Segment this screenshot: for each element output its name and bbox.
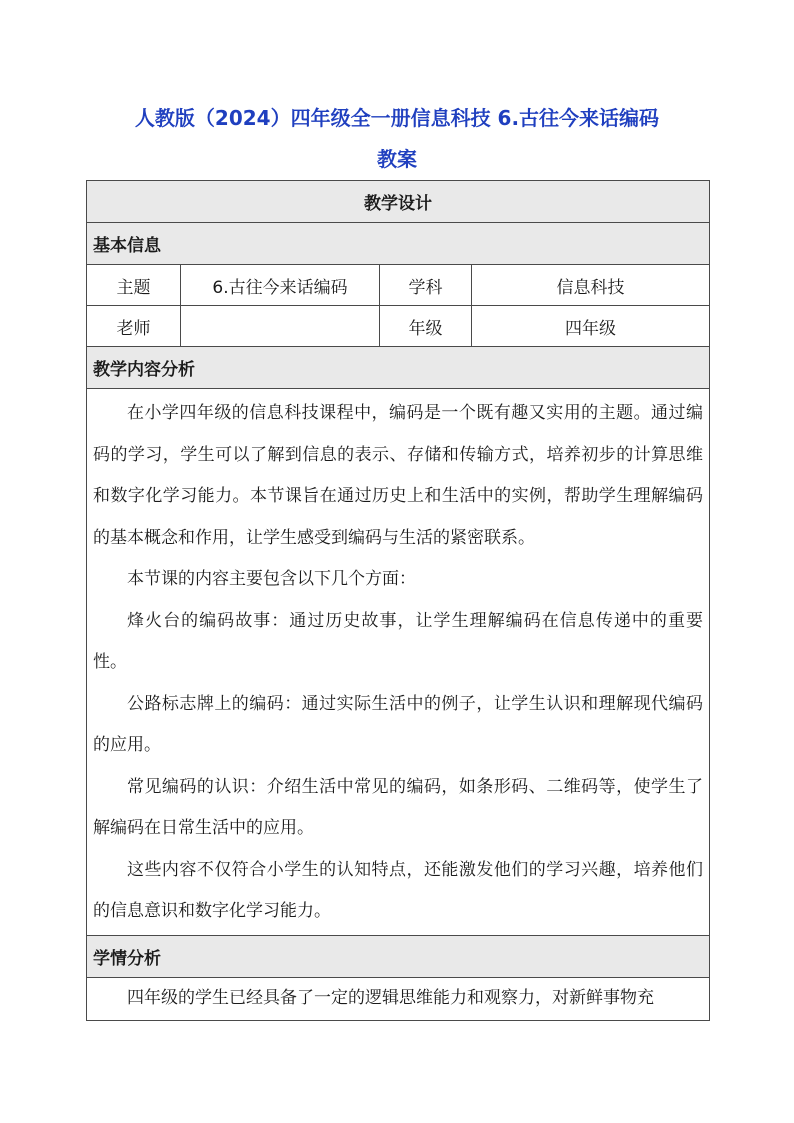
learner-analysis-header-cell: 学情分析 (87, 936, 710, 978)
content-paragraph: 本节课的内容主要包含以下几个方面： (127, 569, 416, 589)
grade-label: 年级 (380, 306, 472, 347)
main-header-cell: 教学设计 (87, 181, 710, 223)
document-title: 人教版（2024）四年级全一册信息科技 6.古往今来话编码 (134, 106, 660, 130)
teacher-label: 老师 (87, 306, 181, 347)
info-row-subject (87, 265, 710, 306)
content-analysis-header-cell: 教学内容分析 (87, 347, 710, 389)
discipline-label: 学科 (380, 265, 472, 306)
content-analysis-body-row (87, 389, 710, 936)
content-analysis-header-row (87, 347, 710, 389)
learner-analysis-header-row (87, 936, 710, 978)
basic-info-header-cell: 基本信息 (87, 223, 710, 265)
subject-label: 主题 (87, 265, 181, 306)
learner-analysis-body (87, 978, 710, 1021)
content-paragraph: 常见编码的认识：介绍生活中常见的编码，如条形码、二维码等，使学生了解编码在日常生活中的应用。 (93, 776, 703, 838)
main-header-row (87, 181, 710, 223)
content-paragraph: 在小学四年级的信息科技课程中，编码是一个既有趣又实用的主题。通过编码的学习，学生可以了解到信息的表示、存储和传输方式，培养初步的计算思维和数字化学习能力。本节课旨在通过历史上和生活中的实例，帮助学生理解编码的基本概念和作用，让学生感受到编码与生活的紧密联系。 (93, 403, 703, 548)
info-row-teacher (87, 306, 710, 347)
content-analysis-body (87, 389, 710, 936)
learner-analysis-body-row (87, 978, 710, 1021)
basic-info-header-row (87, 223, 710, 265)
subject-value: 6.古往今来话编码 (181, 265, 380, 306)
document-subtitle: 教案 (377, 147, 417, 171)
teacher-value (181, 306, 380, 347)
content-paragraph: 烽火台的编码故事：通过历史故事，让学生理解编码在信息传递中的重要性。 (93, 610, 703, 672)
grade-value: 四年级 (472, 306, 710, 347)
content-paragraph: 公路标志牌上的编码：通过实际生活中的例子，让学生认识和理解现代编码的应用。 (93, 693, 703, 755)
discipline-value: 信息科技 (472, 265, 710, 306)
content-paragraph: 这些内容不仅符合小学生的认知特点，还能激发他们的学习兴趣，培养他们的信息意识和数字化学习能力。 (93, 859, 703, 921)
lesson-plan-table (86, 180, 710, 1021)
learner-paragraph: 四年级的学生已经具备了一定的逻辑思维能力和观察力，对新鲜事物充 (127, 988, 654, 1008)
